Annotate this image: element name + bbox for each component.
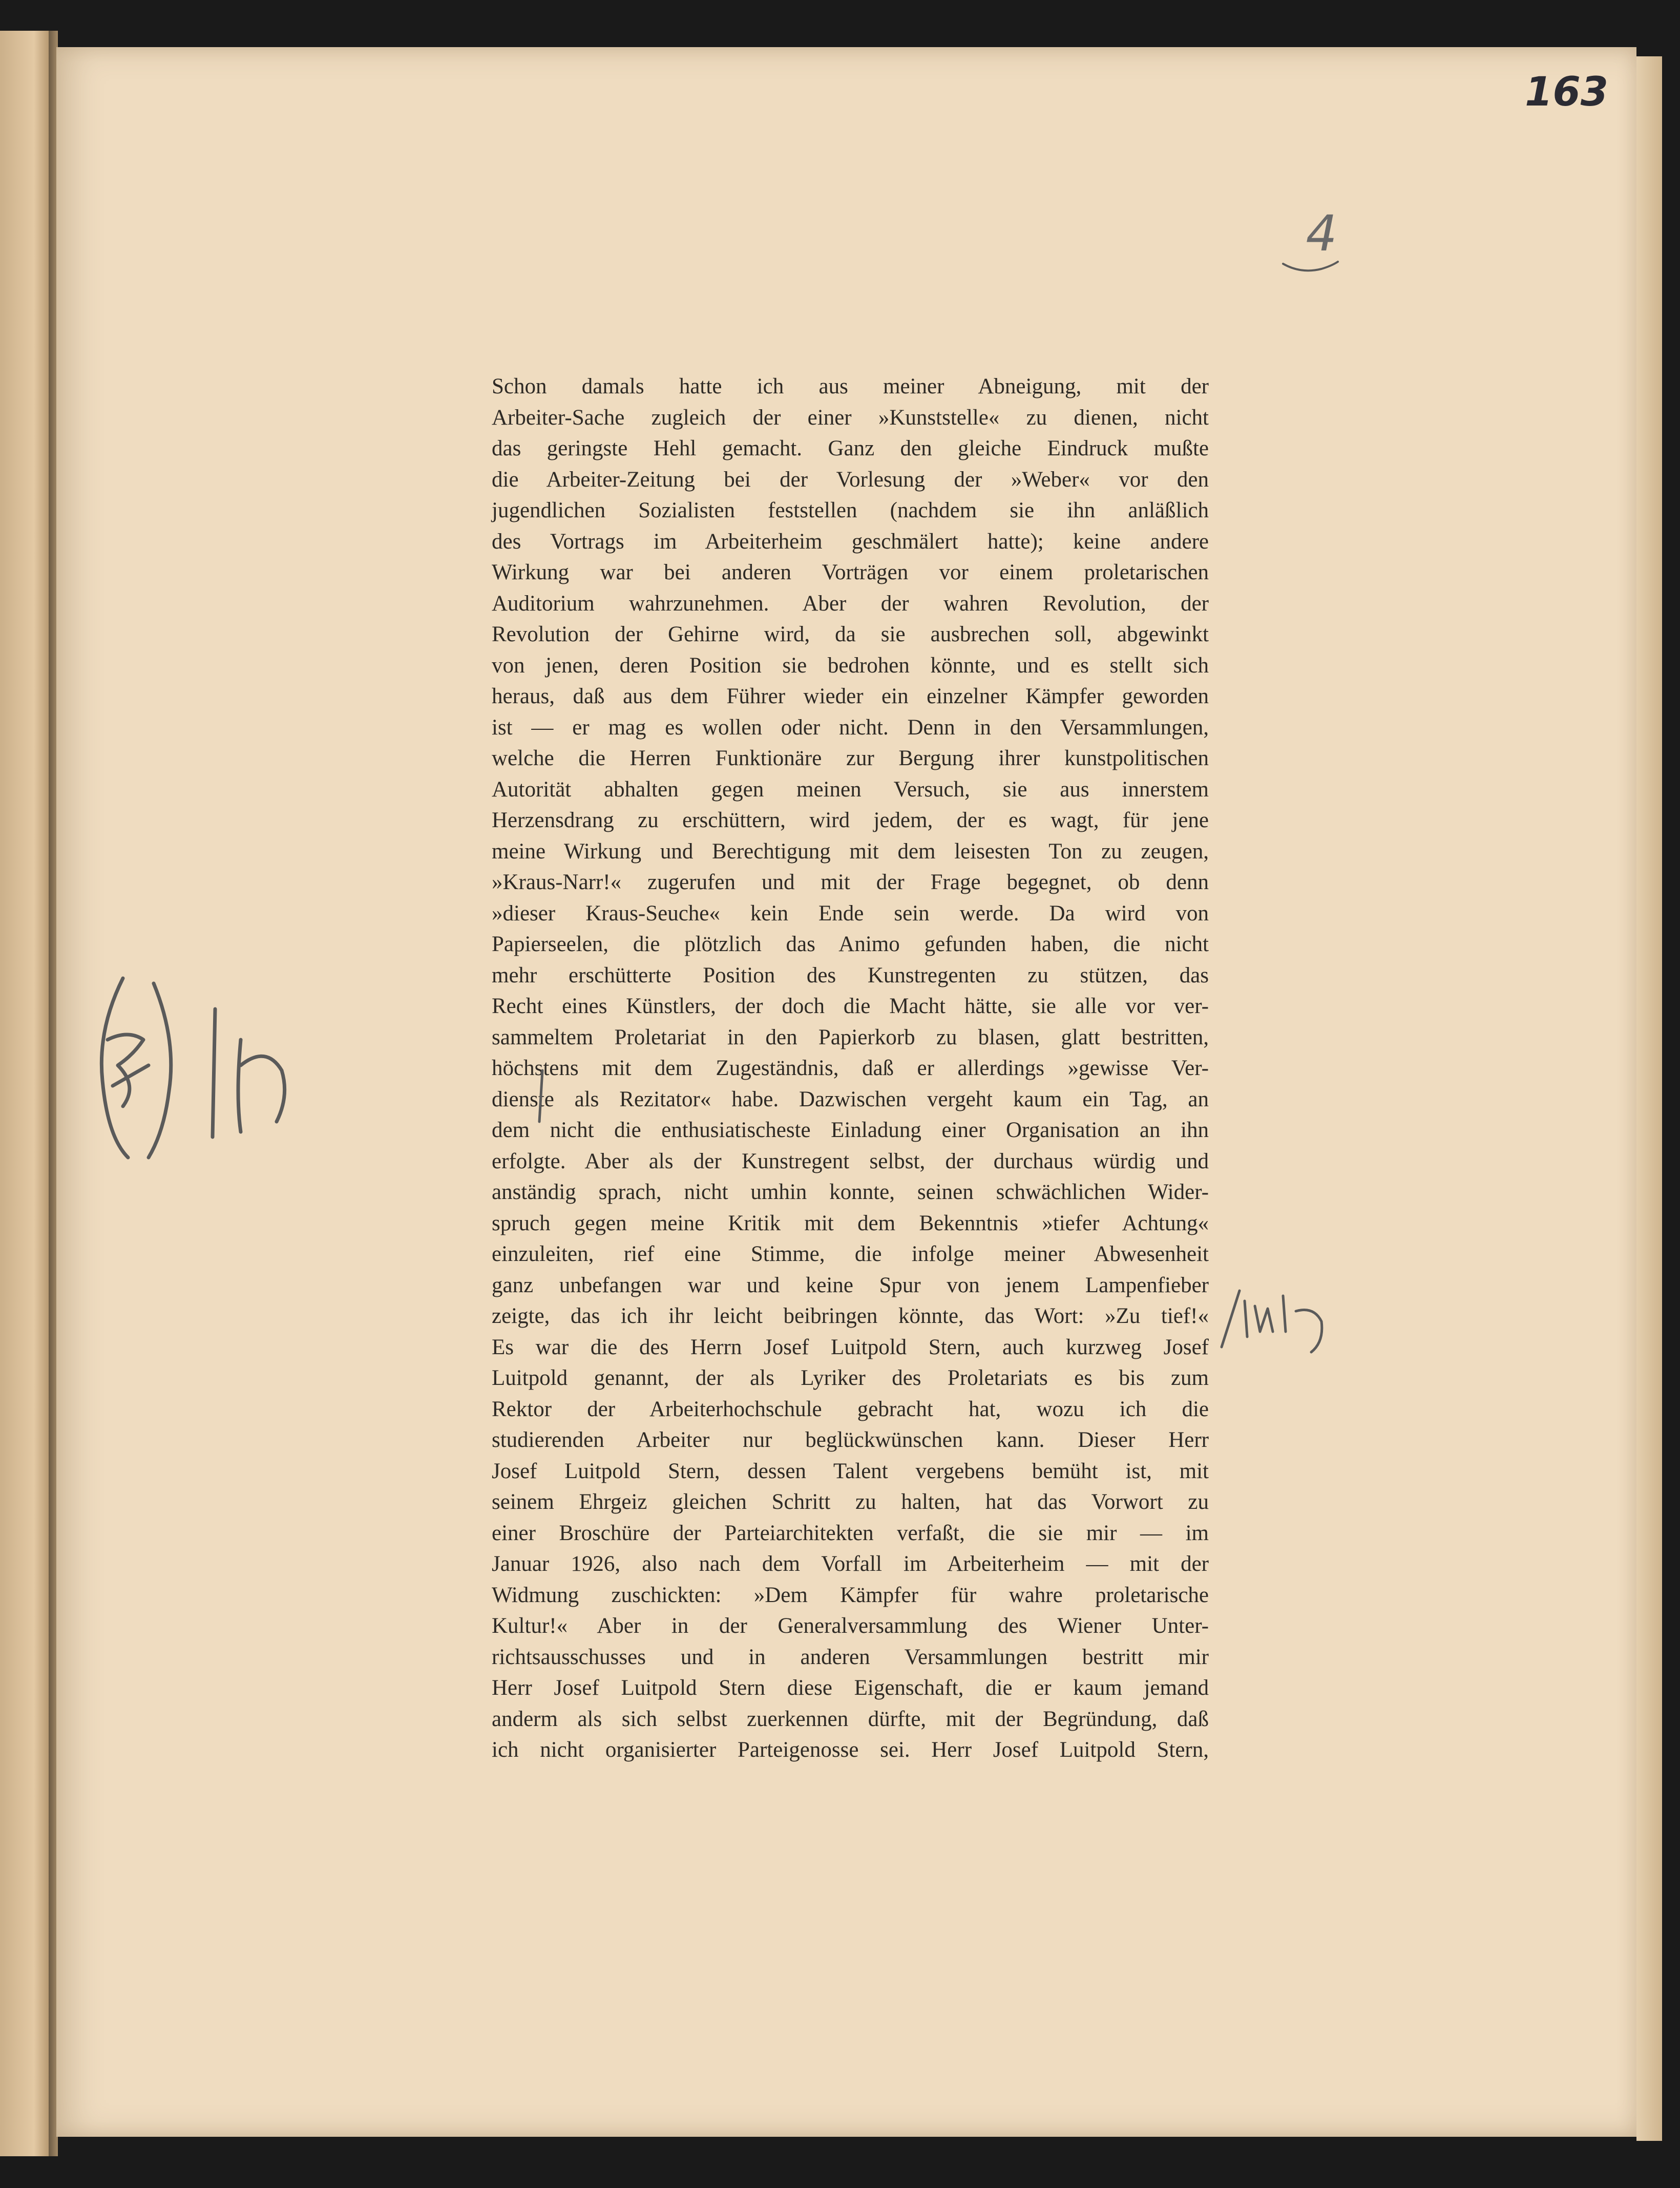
text-line: richtsausschusses und in anderen Versammlungen bestritt mir xyxy=(492,1645,1209,1669)
text-line: ich nicht organisierter Parteigenosse sei. Herr Josef Luitpold Stern, xyxy=(492,1738,1209,1762)
text-line: jugendlichen Sozialisten feststellen (nachdem sie ihn anläßlich xyxy=(492,498,1209,522)
text-line: welche die Herren Funktionäre zur Bergung ihrer kunstpolitischen xyxy=(492,746,1209,770)
text-line: des Vortrags im Arbeiterheim geschmälert hatte); keine andere xyxy=(492,529,1209,554)
text-line: studierenden Arbeiter nur beglückwünschen kann. Dieser Herr xyxy=(492,1428,1209,1452)
text-line: anständig sprach, nicht umhin konnte, seinen schwächlichen Wider- xyxy=(492,1180,1209,1204)
text-line: Wirkung war bei anderen Vorträgen vor einem proletarischen xyxy=(492,560,1209,584)
text-line: dem nicht die enthusiatischeste Einladung einer Organisation an ihn xyxy=(492,1118,1209,1142)
text-line: Herzensdrang zu erschüttern, wird jedem, der es wagt, für jene xyxy=(492,808,1209,832)
text-line: heraus, daß aus dem Führer wieder ein einzelner Kämpfer geworden xyxy=(492,684,1209,708)
text-line: Januar 1926, also nach dem Vorfall im Arbeiterheim — mit der xyxy=(492,1552,1209,1576)
text-line: anderm als sich selbst zuerkennen dürfte, mit der Begründung, daß xyxy=(492,1707,1209,1731)
text-line: Widmung zuschickten: »Dem Kämpfer für wahre proletarische xyxy=(492,1583,1209,1607)
text-line: Es war die des Herrn Josef Luitpold Stern, auch kurzweg Josef xyxy=(492,1335,1209,1359)
text-line: Arbeiter-Sache zugleich der einer »Kunststelle« zu dienen, nicht xyxy=(492,405,1209,430)
text-line: höchstens mit dem Zugeständnis, daß er allerdings »gewisse Ver- xyxy=(492,1056,1209,1080)
pencil-insertion-mark xyxy=(535,1068,548,1124)
text-line: Auditorium wahrzunehmen. Aber der wahren Revolution, der xyxy=(492,591,1209,616)
text-line: Kultur!« Aber in der Generalversammlung des Wiener Unter- xyxy=(492,1614,1209,1638)
body-text xyxy=(492,371,1209,1766)
text-line: Herr Josef Luitpold Stern diese Eigenschaft, die er kaum jemand xyxy=(492,1676,1209,1700)
text-line: spruch gegen meine Kritik mit dem Bekenntnis »tiefer Achtung« xyxy=(492,1211,1209,1235)
text-line: zeigte, das ich ihr leicht beibringen könnte, das Wort: »Zu tief!« xyxy=(492,1304,1209,1328)
text-line: Revolution der Gehirne wird, da sie ausbrechen soll, abgewinkt xyxy=(492,622,1209,646)
text-line: die Arbeiter-Zeitung bei der Vorlesung der »Weber« vor den xyxy=(492,467,1209,492)
text-line: »Kraus-Narr!« zugerufen und mit der Frage begegnet, ob denn xyxy=(492,870,1209,894)
text-line: meine Wirkung und Berechtigung mit dem leisesten Ton zu zeugen, xyxy=(492,839,1209,864)
text-line: Luitpold genannt, der als Lyriker des Proletariats es bis zum xyxy=(492,1366,1209,1390)
text-line: »dieser Kraus-Seuche« kein Ende sein werde. Da wird von xyxy=(492,901,1209,925)
handwritten-note-number: 4 xyxy=(1306,205,1337,262)
text-line: von jenen, deren Position sie bedrohen könnte, und es stellt sich xyxy=(492,653,1209,678)
text-line: Recht eines Künstlers, der doch die Macht hätte, sie alle vor ver- xyxy=(492,994,1209,1018)
text-line: mehr erschütterte Position des Kunstregenten zu stützen, das xyxy=(492,963,1209,987)
text-line: dienste als Rezitator« habe. Dazwischen vergeht kaum ein Tag, an xyxy=(492,1087,1209,1111)
text-line: ist — er mag es wollen oder nicht. Denn in den Versammlungen, xyxy=(492,715,1209,740)
facing-page-edge xyxy=(0,31,49,2156)
text-line: ganz unbefangen war und keine Spur von jenem Lampenfieber xyxy=(492,1273,1209,1297)
page-stack-edge xyxy=(1636,56,1662,2141)
text-line: seinem Ehrgeiz gleichen Schritt zu halten, hat das Vorwort zu xyxy=(492,1490,1209,1514)
text-line: Schon damals hatte ich aus meiner Abneigung, mit der xyxy=(492,374,1209,398)
page-number: 163 xyxy=(1525,69,1608,115)
pencil-margin-annotation-left xyxy=(87,968,302,1173)
text-line: Josef Luitpold Stern, dessen Talent vergebens bemüht ist, mit xyxy=(492,1459,1209,1483)
text-line: das geringste Hehl gemacht. Ganz den gleiche Eindruck mußte xyxy=(492,436,1209,460)
pencil-margin-annotation-right xyxy=(1211,1280,1339,1357)
text-line: einer Broschüre der Parteiarchitekten verfaßt, die sie mir — im xyxy=(492,1521,1209,1545)
text-line: sammeltem Proletariat in den Papierkorb zu blasen, glatt bestritten, xyxy=(492,1025,1209,1049)
text-line: Autorität abhalten gegen meinen Versuch, sie aus innerstem xyxy=(492,777,1209,802)
text-line: Papierseelen, die plötzlich das Animo gefunden haben, die nicht xyxy=(492,932,1209,956)
text-line: einzuleiten, rief eine Stimme, die infolge meiner Abwesenheit xyxy=(492,1242,1209,1266)
text-line: erfolgte. Aber als der Kunstregent selbst, der durchaus würdig und xyxy=(492,1149,1209,1173)
text-line: Rektor der Arbeiterhochschule gebracht hat, wozu ich die xyxy=(492,1397,1209,1421)
pencil-underline-mark xyxy=(1280,259,1342,274)
